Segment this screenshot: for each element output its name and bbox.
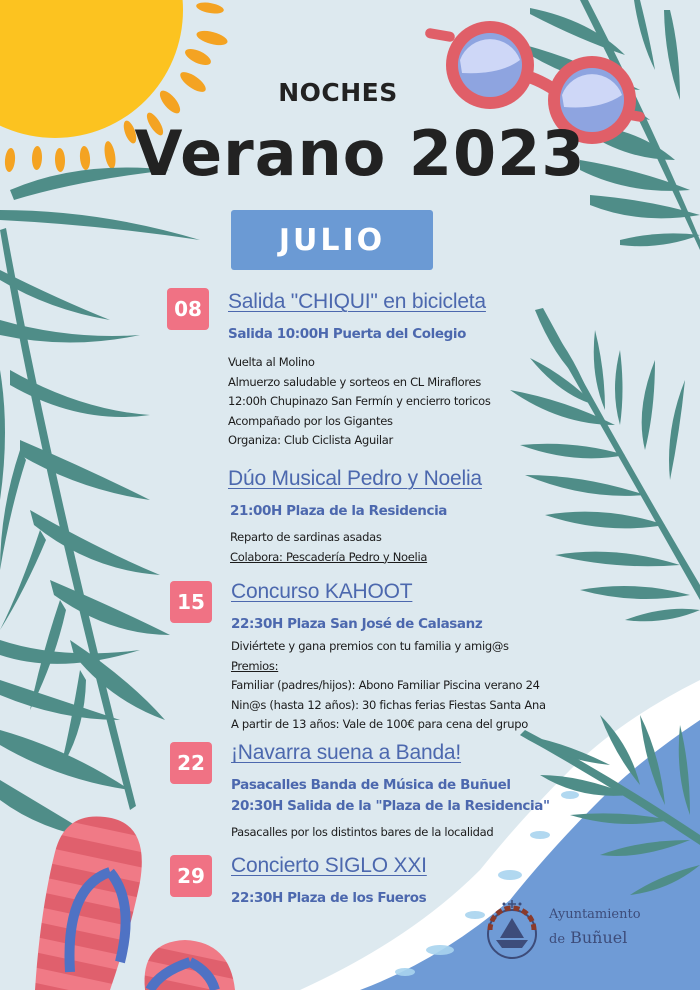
palm-leaf-icon bbox=[505, 300, 700, 640]
event-time-location: Salida 10:00H Puerta del Colegio bbox=[228, 326, 466, 342]
event-title[interactable]: Dúo Musical Pedro y Noelia bbox=[228, 467, 482, 490]
org-name-prefix: de bbox=[549, 932, 566, 947]
header-kicker: NOCHES bbox=[278, 78, 398, 107]
org-name-town: Buñuel bbox=[570, 928, 628, 947]
month-banner: JULIO bbox=[231, 210, 433, 270]
event-details bbox=[231, 823, 493, 843]
page-title: Verano 2023 bbox=[134, 117, 586, 190]
event-detail-line[interactable]: Colabora: Pescadería Pedro y Noelia bbox=[230, 549, 428, 564]
event-details bbox=[230, 528, 427, 567]
date-badge: 08 bbox=[167, 288, 209, 330]
event-detail-line: A partir de 13 años: Vale de 100€ para cena del grupo bbox=[231, 717, 528, 731]
event-title[interactable]: Concurso KAHOOT bbox=[231, 580, 413, 603]
event-detail-line: Organiza: Club Ciclista Aguilar bbox=[228, 433, 393, 447]
event-detail-line: Familiar (padres/hijos): Abono Familiar Piscina verano 24 bbox=[231, 678, 540, 692]
town-crest-icon bbox=[482, 900, 542, 960]
event-details bbox=[228, 353, 491, 451]
event-detail-line: Diviértete y gana premios con tu familia y amig@s bbox=[231, 639, 509, 653]
palm-leaf-icon bbox=[520, 715, 700, 915]
event-detail-line: Acompañado por los Gigantes bbox=[228, 413, 393, 428]
event-time-location: 22:30H Plaza San José de Calasanz bbox=[231, 616, 483, 632]
event-detail-line: Premios: bbox=[231, 658, 279, 673]
event-title[interactable]: ¡Navarra suena a Banda! bbox=[231, 741, 462, 764]
org-name-line1: Ayuntamiento bbox=[549, 907, 641, 922]
event-detail-line: Pasacalles por los distintos bares de la localidad bbox=[231, 825, 494, 839]
event-time-location: 20:30H Salida de la "Plaza de la Residencia" bbox=[231, 798, 550, 814]
event-detail-line: Reparto de sardinas asadas bbox=[230, 530, 382, 544]
date-badge: 29 bbox=[170, 855, 212, 897]
event-detail-line: Almuerzo saludable y sorteos en CL Miraflores bbox=[228, 374, 481, 389]
event-detail-line: 12:00h Chupinazo San Fermín y encierro toricos bbox=[228, 394, 491, 408]
event-subtitle: Pasacalles Banda de Música de Buñuel bbox=[231, 777, 511, 793]
org-name-line2 bbox=[549, 928, 627, 947]
event-time-location: 21:00H Plaza de la Residencia bbox=[230, 503, 448, 519]
date-badge: 15 bbox=[170, 581, 212, 623]
event-title[interactable]: Salida "CHIQUI" en bicicleta bbox=[228, 290, 486, 313]
event-details bbox=[231, 637, 546, 735]
event-title[interactable]: Concierto SIGLO XXI bbox=[231, 854, 427, 877]
event-detail-line: Nin@s (hasta 12 años): 30 fichas ferias Fiestas Santa Ana bbox=[231, 697, 546, 712]
flip-flops-icon bbox=[25, 812, 245, 990]
event-detail-line: Vuelta al Molino bbox=[228, 355, 315, 369]
event-time-location: 22:30H Plaza de los Fueros bbox=[231, 890, 427, 906]
date-badge: 22 bbox=[170, 742, 212, 784]
